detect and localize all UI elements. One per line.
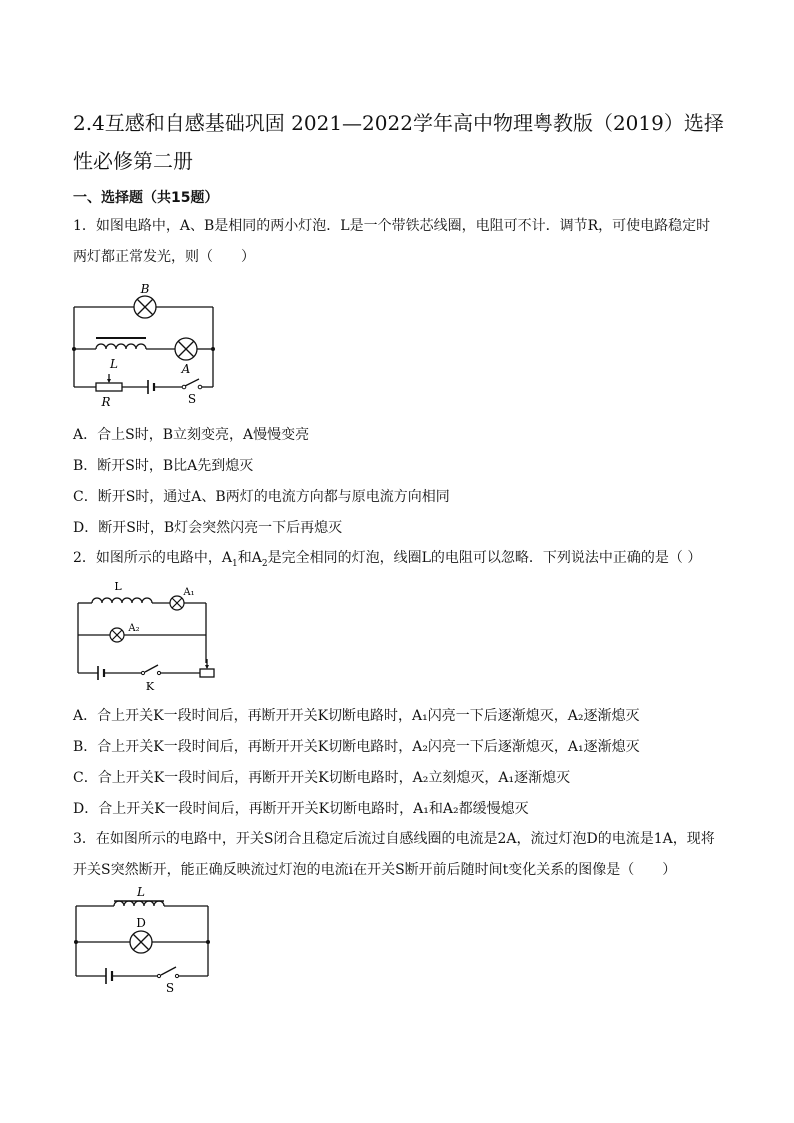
question-3-circuit-diagram: [72, 882, 222, 995]
label-s: S: [187, 392, 197, 406]
label-s: S: [165, 981, 175, 995]
question-1-stem: 1．如图电路中，A、B是相同的两小灯泡．L是一个带铁芯线圈，电阻可不计．调节R，可使电路稳定时两灯都正常发光，则（ ）: [73, 218, 711, 265]
question-2-circuit-diagram: [74, 575, 224, 695]
question-2-stem: 2．如图所示的电路中，$A_1$和$A_2$是完全相同的灯泡，线圈L的电阻可以忽略．下列说法中正确的是（ ）: [73, 550, 702, 569]
question-2-option-b: B．合上开关K一段时间后，再断开开关K切断电路时，A₂闪亮一下后逐渐熄灭，A₁逐渐熄灭: [73, 739, 640, 755]
question-2-option-a: A．合上开关K一段时间后，再断开开关K切断电路时，A₁闪亮一下后逐渐熄灭，A₂逐渐熄灭: [73, 708, 640, 724]
question-3-stem: 3．在如图所示的电路中，开关S闭合且稳定后流过自感线圈的电流是2A，流过灯泡D的电流是1A，现将开关S突然断开，能正确反映流过灯泡的电流i在开关S断开前后随时间t变化关系的图像是（ ）: [73, 831, 715, 878]
label-r: R: [101, 395, 111, 409]
question-1-lamp-b: [134, 296, 156, 318]
label-a2: A₂: [128, 623, 140, 634]
question-2-lamp-a2: [110, 628, 124, 642]
question-1-lamp-a: [175, 338, 197, 360]
label-k: K: [145, 680, 155, 693]
label-a1: A₁: [183, 587, 195, 598]
question-2-lamp-a1: [170, 596, 184, 610]
question-1-option-c: C．断开S时，通过A、B两灯的电流方向都与原电流方向相同: [73, 489, 450, 505]
label-l: L: [137, 885, 145, 899]
question-1-option-b: B．断开S时，B比A先到熄灭: [73, 458, 254, 474]
question-2-option-c: C．合上开关K一段时间后，再断开开关K切断电路时，A₂立刻熄灭，A₁逐渐熄灭: [73, 770, 571, 786]
section-heading: 一、选择题（共15题）: [73, 190, 219, 206]
label-a: A: [181, 362, 191, 376]
question-2-option-d: D．合上开关K一段时间后，再断开开关K切断电路时，A₁和A₂都缓慢熄灭: [73, 801, 529, 817]
label-b: B: [140, 282, 150, 296]
label-l: L: [110, 357, 118, 371]
label-d: D: [136, 916, 146, 930]
document-title: 2.4互感和自感基础巩固 2021—2022学年高中物理粤教版（2019）选择性必修第二册: [73, 111, 724, 173]
question-1-option-a: A．合上S时，B立刻变亮，A慢慢变亮: [73, 427, 310, 443]
question-1-circuit-diagram: [70, 282, 230, 409]
question-3-lamp-d: [130, 931, 152, 953]
label-l: L: [114, 580, 122, 593]
question-1-option-d: D．断开S时，B灯会突然闪亮一下后再熄灭: [73, 520, 343, 536]
